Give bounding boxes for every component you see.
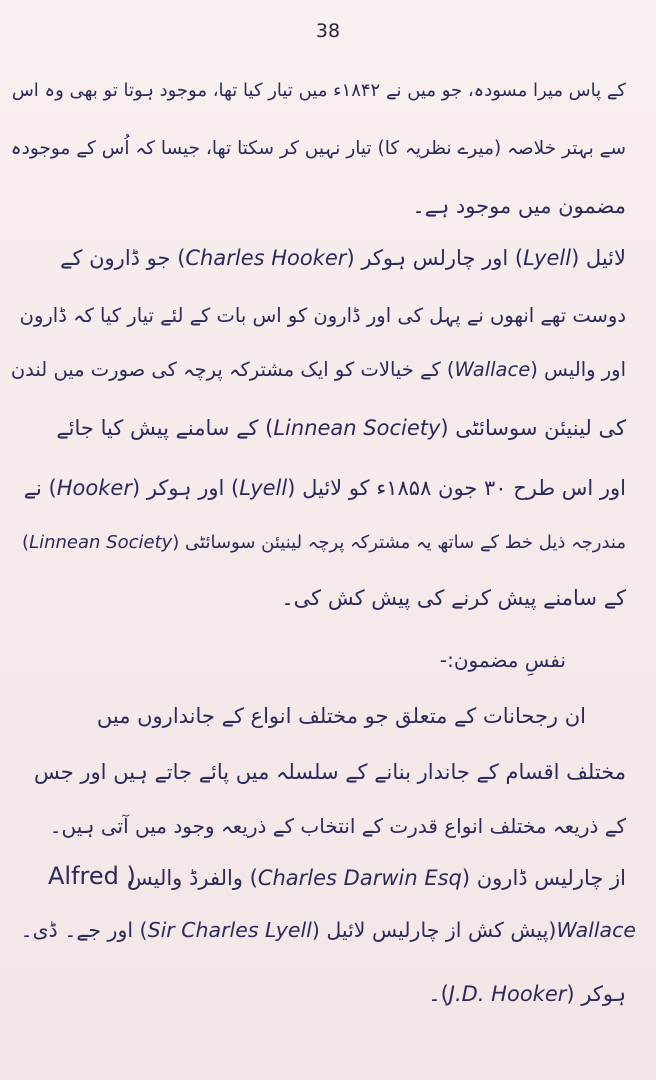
text-segment: ) اور جے۔ ڈی۔ <box>20 918 148 942</box>
paragraph-2-line-1 <box>60 248 626 269</box>
paragraph-3-line-1: ان رجحانات کے متعلق جو مختلف انواع کے جانداروں میں <box>96 704 586 728</box>
latin-name: Lyell <box>239 476 288 500</box>
text-segment: اور اس طرح ۳۰ جون ۱۸۵۸ء کو لائیل ( <box>287 476 626 500</box>
signature-line-3 <box>428 984 626 1005</box>
paragraph-2-line-5 <box>24 478 626 499</box>
paragraph-1-line-3: مضمون میں موجود ہے۔ <box>412 194 626 218</box>
signature-alfred: Alfred ) <box>48 862 136 890</box>
text-segment: ہوکر ( <box>566 982 626 1006</box>
latin-name: Sir Charles Lyell <box>147 918 312 942</box>
text-segment: ) والفرڈ والیس <box>126 866 258 890</box>
latin-name: Linnean Society <box>29 532 173 553</box>
paragraph-3-line-2: مختلف اقسام کے جاندار بنانے کے سلسلہ میں پائے جاتے ہیں اور جس <box>33 760 626 784</box>
signature-line-1 <box>127 868 626 889</box>
paragraph-1-line-1: کے پاس میرا مسودہ، جو میں نے ۱۸۴۲ء میں تیار کیا تھا، موجود ہوتا تو بھی وہ اس <box>11 80 626 101</box>
text-segment: )۔ <box>428 982 449 1006</box>
text-segment: ) نے <box>23 476 57 500</box>
text-segment: (پیش کش از چارلیس لائیل ( <box>311 918 557 942</box>
text-segment: ) کے خیالات کو ایک مشترکہ پرچہ کی صورت میں لندن <box>10 358 455 381</box>
text-segment: مندرجہ ذیل خط کے ساتھ یہ مشترکہ پرچہ لینیئن سوسائٹی ( <box>172 532 626 553</box>
text-segment: ) اور ہوکر ( <box>131 476 240 500</box>
paragraph-3-line-3: کے ذریعہ مختلف انواع قدرت کے انتخاب کے ذریعہ وجود میں آتی ہیں۔ <box>49 814 626 838</box>
signature-line-2 <box>21 920 636 941</box>
text-segment: اور والیس ( <box>530 358 626 381</box>
latin-name: Linnean Society <box>273 416 441 440</box>
text-segment: ) <box>22 532 30 553</box>
latin-name: Hooker <box>56 476 132 500</box>
paragraph-2-line-3 <box>11 360 626 380</box>
paragraph-2-line-7: کے سامنے پیش کرنے کی پیش کش کی۔ <box>281 586 626 610</box>
section-heading: نفسِ مضمون:- <box>439 648 566 672</box>
paragraph-2-line-2: دوست تھے انھوں نے پہل کی اور ڈارون کو اس بات کے لئے تیار کیا کہ ڈارون <box>19 304 626 327</box>
latin-name: Charles Hooker <box>185 246 347 270</box>
latin-name: Wallace <box>454 358 531 381</box>
latin-name: Wallace <box>556 918 636 942</box>
text-segment: از چارلیس ڈارون ( <box>461 866 626 890</box>
paragraph-2-line-6 <box>22 534 626 552</box>
page-number: 38 <box>315 20 341 42</box>
latin-name: Lyell <box>523 246 572 270</box>
text-segment: لائیل ( <box>571 246 626 270</box>
text-segment: ) کے سامنے پیش کیا جائے <box>56 416 274 440</box>
text-segment: ) اور چارلس ہوکر ( <box>346 246 524 270</box>
paragraph-1-line-2: سے بہتر خلاصہ (میرے نظریہ کا) تیار نہیں کر سکتا تھا، جیسا کہ اُس کے موجودہ <box>10 138 626 159</box>
text-segment: ) جو ڈارون کے <box>60 246 186 270</box>
text-segment: کی لینیئن سوسائٹی ( <box>440 416 626 440</box>
latin-name: Charles Darwin Esq <box>257 866 462 890</box>
latin-name: J.D. Hooker <box>448 982 567 1006</box>
paragraph-2-line-4 <box>56 418 626 439</box>
